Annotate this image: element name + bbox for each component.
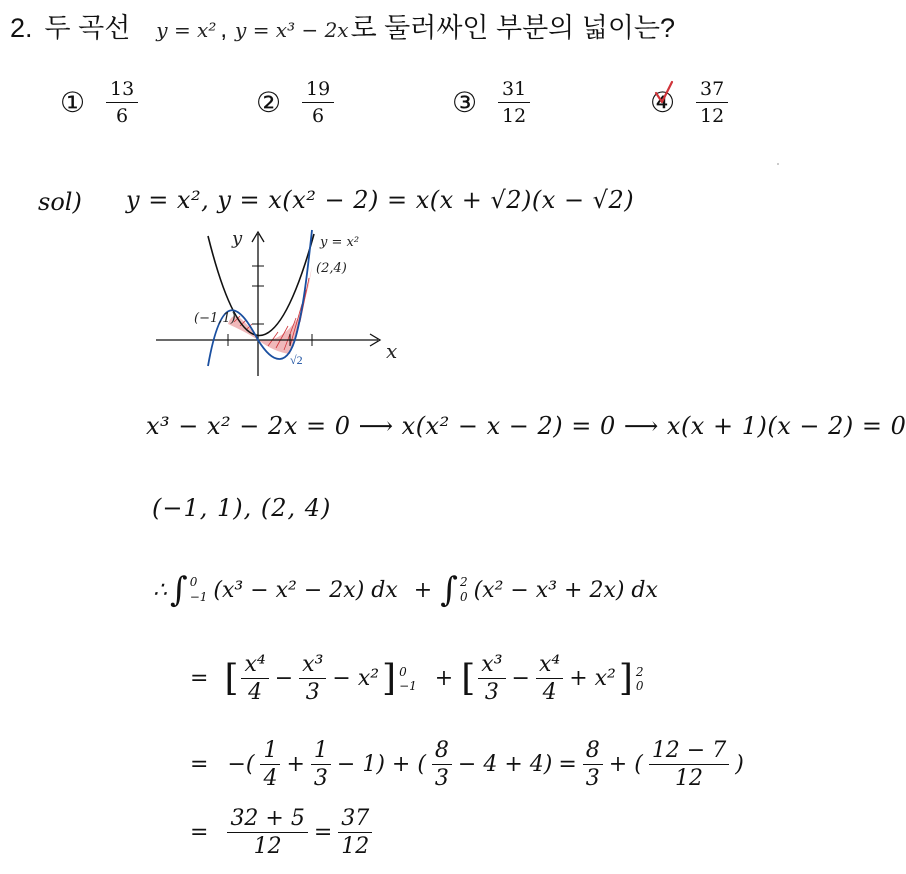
limit-lower: −1 <box>399 678 417 693</box>
term: − 4 + 4) <box>457 752 553 777</box>
graph-sqrt-mark: √2 <box>290 353 303 367</box>
equals-sign: = <box>190 820 209 845</box>
integral-limits <box>190 575 208 605</box>
fraction-numerator: 31 <box>498 78 530 103</box>
solution-line-factorization: y = x², y = x(x² − 2) = x(x + √2)(x − √2) <box>126 186 635 214</box>
shaded-region-right <box>258 266 312 354</box>
integral-sign: ∫ <box>440 570 458 610</box>
numerator: x³ <box>299 652 326 679</box>
evaluation-limits <box>399 665 417 693</box>
denominator: 3 <box>484 680 499 705</box>
question-line <box>10 6 675 50</box>
choice-marker: ① <box>60 85 86 119</box>
numerator: 1 <box>260 738 280 765</box>
numerator: 8 <box>432 738 452 765</box>
bracket-open: [ <box>461 657 476 699</box>
fraction <box>241 652 268 705</box>
term: −( <box>227 752 255 777</box>
step-antiderivative <box>190 652 654 705</box>
denominator: 4 <box>542 680 557 705</box>
evaluation-limits <box>636 665 644 693</box>
denominator: 12 <box>341 834 370 859</box>
denominator: 4 <box>263 766 278 791</box>
fraction <box>583 738 603 791</box>
fraction-denominator: 12 <box>502 104 527 127</box>
final-answer-fraction <box>338 806 372 859</box>
limit-lower: 0 <box>635 678 644 693</box>
fraction-denominator: 6 <box>116 104 129 127</box>
curve2-equation: y = x³ − 2x <box>235 18 349 42</box>
choice-marker: ② <box>256 85 282 119</box>
choice-marker: ④ <box>650 85 676 119</box>
denominator: 3 <box>434 766 449 791</box>
choice-fraction <box>498 78 530 127</box>
choice-marker: ③ <box>452 85 478 119</box>
denominator: 4 <box>248 680 263 705</box>
integrand: (x² − x³ + 2x) dx <box>473 577 658 603</box>
therefore-symbol: ∴ <box>153 577 167 603</box>
sketch-graph <box>150 226 410 386</box>
numerator: 1 <box>311 738 331 765</box>
plus-sign: + <box>434 666 454 691</box>
question-separator: , <box>220 16 228 43</box>
equals-sign: = <box>313 820 333 845</box>
numerator: x³ <box>478 652 505 679</box>
numerator: 32 + 5 <box>227 806 307 833</box>
term: − 1) + ( <box>336 752 426 777</box>
question-number: 2. <box>10 13 33 43</box>
numerator: 37 <box>338 806 372 833</box>
solution-line-roots: x³ − x² − 2x = 0 ⟶ x(x² − x − 2) = 0 ⟶ x(x + 1)(x − 2) = 0 <box>146 412 906 440</box>
denominator: 12 <box>675 766 704 791</box>
choice-4[interactable] <box>650 72 728 132</box>
question-text-before: 두 곡선 <box>44 13 131 43</box>
limit-upper: 0 <box>189 575 198 589</box>
graph-curve-label: y = x² <box>320 235 360 250</box>
answer-choices <box>0 72 806 132</box>
solution-line-points: (−1, 1), (2, 4) <box>152 494 332 522</box>
fraction <box>227 806 307 859</box>
red-check-mark-icon <box>654 80 674 106</box>
equals-sign: = <box>558 752 577 777</box>
bracket-open: [ <box>224 657 239 699</box>
operator: − <box>274 666 294 691</box>
speck <box>777 163 779 165</box>
denominator: 12 <box>253 834 282 859</box>
numerator: x⁴ <box>536 652 563 679</box>
denominator: 3 <box>313 766 328 791</box>
limit-upper: 2 <box>635 664 644 679</box>
term: + ( <box>608 752 643 777</box>
graph-y-label: y <box>232 228 243 249</box>
fraction <box>536 652 563 705</box>
equals-sign: = <box>190 752 209 777</box>
term: + x² <box>569 666 616 691</box>
graph-point-left: (−1,1) <box>194 311 236 326</box>
limit-upper: 2 <box>459 575 468 589</box>
term: − x² <box>332 666 380 691</box>
curve1-equation: y = x² <box>156 18 217 42</box>
fraction <box>299 652 326 705</box>
denominator: 3 <box>305 680 320 705</box>
numerator: 8 <box>583 738 603 765</box>
limit-lower: −1 <box>189 590 208 604</box>
fraction-denominator: 12 <box>700 104 725 127</box>
term: ) <box>735 752 744 777</box>
choice-1[interactable] <box>60 72 138 132</box>
operator: + <box>286 752 305 777</box>
integrand: (x³ − x² − 2x) dx <box>213 577 398 603</box>
numerator: x⁴ <box>241 652 268 679</box>
bracket-close: ] <box>618 657 633 699</box>
question-text-after: 로 둘러싸인 부분의 넓이는? <box>350 13 676 43</box>
cubic-curve <box>208 230 312 366</box>
choice-fraction <box>302 78 334 127</box>
fraction <box>432 738 452 791</box>
fraction-numerator: 37 <box>696 78 728 103</box>
fraction <box>478 652 505 705</box>
choice-fraction <box>696 78 728 127</box>
denominator: 3 <box>585 766 600 791</box>
limit-lower: 0 <box>459 590 468 604</box>
fraction-denominator: 6 <box>312 104 325 127</box>
integral-sign: ∫ <box>170 570 188 610</box>
integral-expression <box>150 565 666 615</box>
fraction <box>649 738 729 791</box>
fraction-numerator: 13 <box>106 78 138 103</box>
fraction-numerator: 19 <box>302 78 334 103</box>
graph-point-right: (2,4) <box>316 261 347 276</box>
choice-3[interactable] <box>452 72 530 132</box>
graph-x-label: x <box>386 339 398 363</box>
plus-sign: + <box>413 577 433 603</box>
equals-sign: = <box>190 666 209 691</box>
choice-2[interactable] <box>256 72 334 132</box>
step-evaluation <box>190 738 747 791</box>
hatch-lines <box>234 278 309 350</box>
solution-label: sol) <box>38 188 82 216</box>
fraction <box>311 738 331 791</box>
step-result <box>190 806 375 859</box>
operator: − <box>511 666 530 691</box>
bracket-close: ] <box>382 657 397 699</box>
integral-limits <box>460 575 468 605</box>
choice-fraction <box>106 78 138 127</box>
numerator: 12 − 7 <box>649 738 729 765</box>
limit-upper: 0 <box>399 664 407 679</box>
fraction <box>260 738 280 791</box>
